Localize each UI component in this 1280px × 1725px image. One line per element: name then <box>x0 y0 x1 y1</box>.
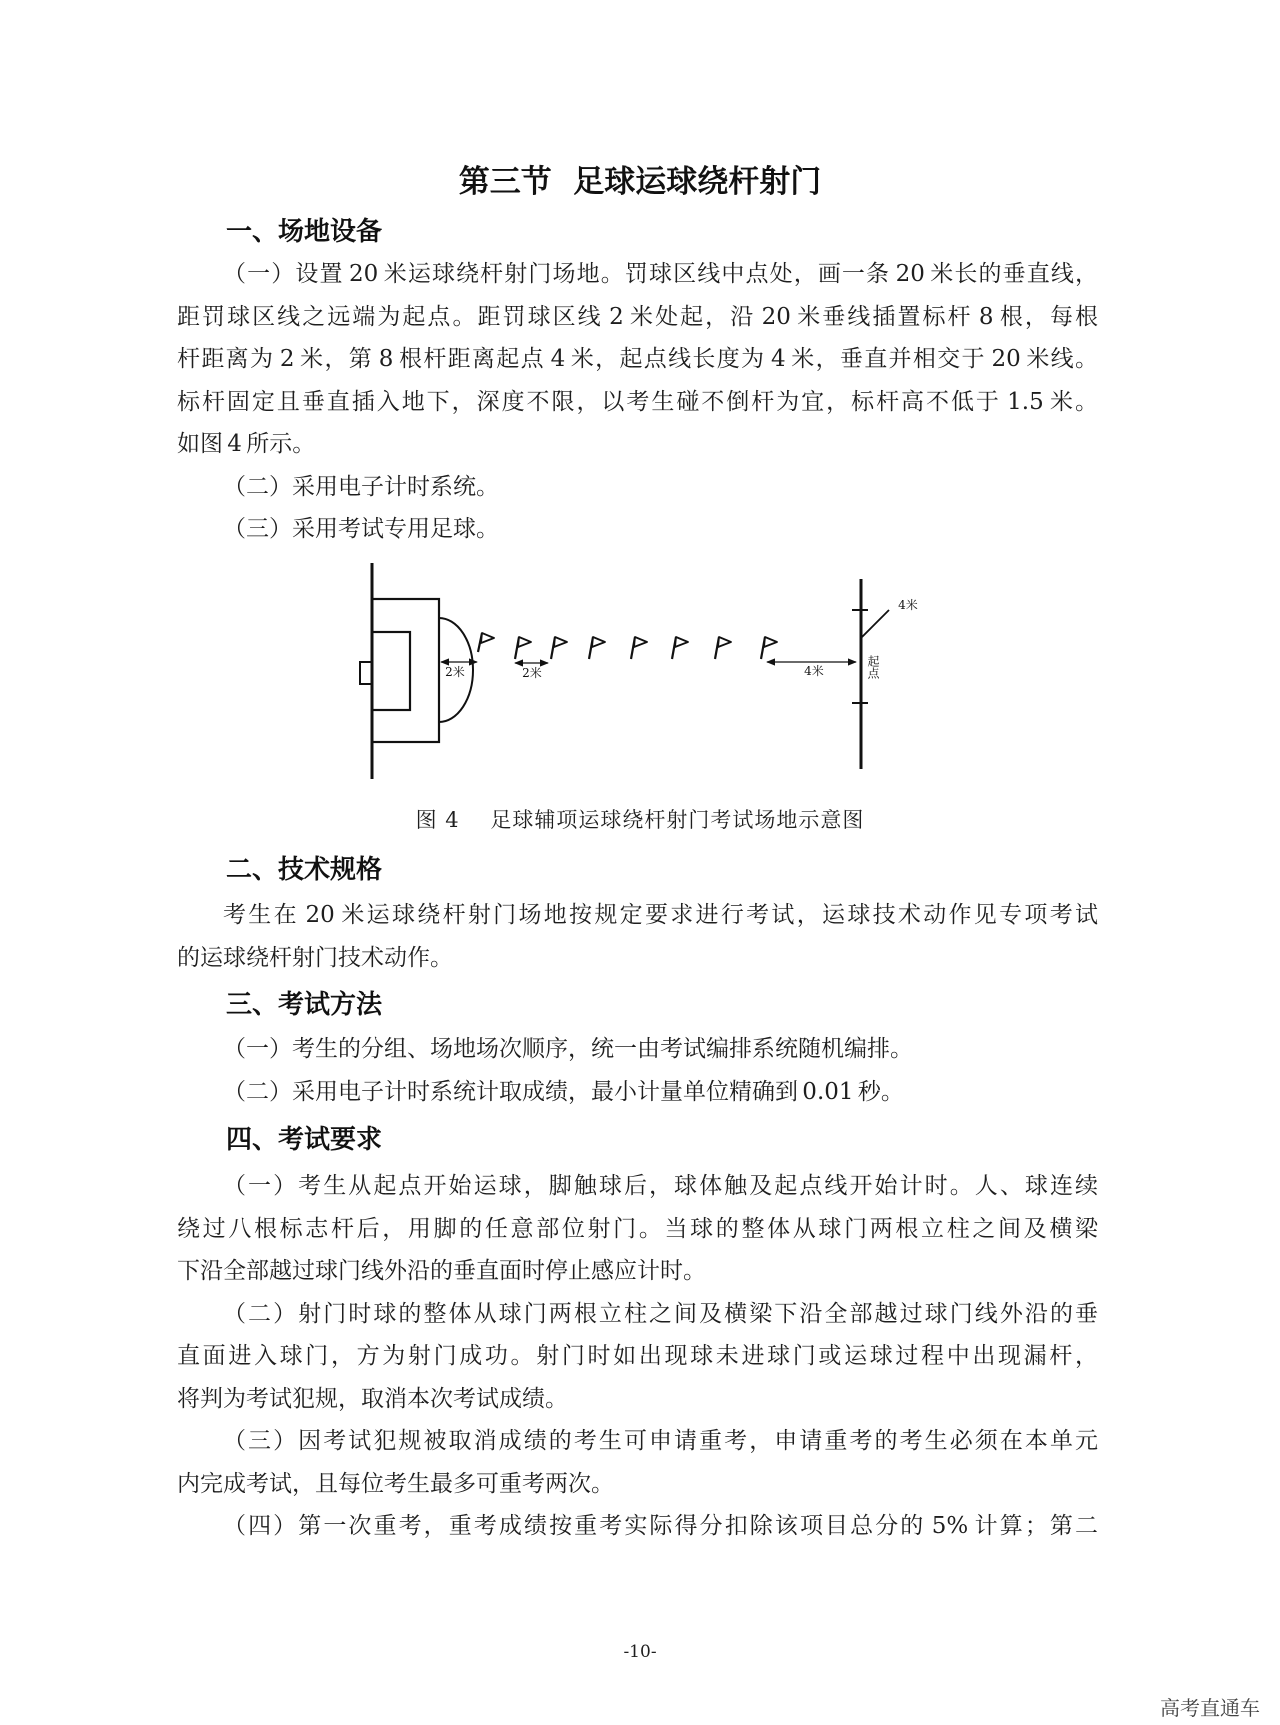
paragraph-line: （一）设置 20 米运球绕杆射门场地。罚球区线中点处，画一条 20 米长的垂直线， <box>223 261 1098 287</box>
marker-pole <box>515 637 531 659</box>
start-point-label: 起点 <box>866 655 880 679</box>
section-body <box>177 894 1098 979</box>
leader-line <box>861 610 889 638</box>
marker-pole <box>551 637 567 659</box>
paragraph-line: 标杆固定且垂直插入地下，深度不限，以考生碰不倒杆为宜，标杆高不低于 1.5 米。 <box>177 388 1098 415</box>
paragraph-line: （一）考生从起点开始运球，脚触球后，球体触及起点线开始计时。人、球连续 <box>223 1173 1098 1199</box>
paragraph-line: 直面进入球门，方为射门成功。射门时如出现球未进球门或运球过程中出现漏杆， <box>177 1343 1098 1369</box>
paragraph-line: 杆距离为 2 米，第 8 根杆距离起点 4 米，起点线长度为 4 米，垂直并相交于 20 米线。 <box>177 346 1098 372</box>
paragraph-line: （三）因考试犯规被取消成绩的考生可申请重考，申请重考的考生必须在本单元 <box>223 1428 1098 1454</box>
distance-label: 4米 <box>804 664 824 678</box>
distance-label: 2米 <box>522 666 542 680</box>
paragraph-line: （二）射门时球的整体从球门两根立柱之间及横梁下沿全部越过球门线外沿的垂 <box>223 1300 1098 1327</box>
paragraph-line: 内完成考试，且每位考生最多可重考两次。 <box>177 1470 614 1497</box>
pole-flag <box>554 637 567 647</box>
marker-pole <box>715 637 731 659</box>
section-heading: 四、考试要求 <box>226 1125 383 1155</box>
paragraph-line: （一）考生的分组、场地场次顺序，统一由考试编排系统随机编排。 <box>223 1036 913 1062</box>
paragraph-line: （二）采用电子计时系统。 <box>223 473 499 500</box>
paragraph-line: （二）采用电子计时系统计取成绩，最小计量单位精确到 0.01 秒。 <box>223 1078 904 1105</box>
page-number: -10- <box>623 1642 657 1662</box>
section-body <box>177 1165 1098 1548</box>
pole-flag <box>675 637 688 647</box>
section-title: 第三节 足球运球绕杆射门 <box>458 164 822 200</box>
pole-flag <box>718 637 731 647</box>
field-diagram <box>350 555 940 785</box>
paragraph-line: 距罚球区线之远端为起点。距罚球区线 2 米处起，沿 20 米垂线插置标杆 8 根，每根 <box>177 303 1098 330</box>
marker-pole <box>589 637 605 659</box>
paragraph-line: （三）采用考试专用足球。 <box>223 516 499 542</box>
start-line-length-label: 4米 <box>898 598 918 612</box>
penalty-area <box>372 599 439 742</box>
marker-pole <box>672 637 688 659</box>
pole-flag <box>634 637 647 647</box>
section-body <box>177 1028 1098 1113</box>
paragraph-line: 考生在 20 米运球绕杆射门场地按规定要求进行考试，运球技术动作见专项考试 <box>223 902 1098 928</box>
pole-flag <box>764 637 777 647</box>
marker-pole <box>631 637 647 659</box>
goal-area <box>372 632 410 710</box>
pole-flag <box>518 637 531 647</box>
marker-pole <box>478 633 494 652</box>
distance-label: 2米 <box>445 665 465 679</box>
goal <box>360 662 372 684</box>
paragraph-line: 的运球绕杆射门技术动作。 <box>177 944 453 971</box>
pole-flag <box>592 637 605 647</box>
figure-caption: 图 4 足球辅项运球绕杆射门考试场地示意图 <box>415 808 865 832</box>
section-body <box>177 253 1098 551</box>
paragraph-line: （四）第一次重考，重考成绩按重考实际得分扣除该项目总分的 5% 计算；第二 <box>223 1513 1098 1539</box>
paragraph-line: 绕过八根标志杆后，用脚的任意部位射门。当球的整体从球门两根立柱之间及横梁 <box>177 1215 1098 1242</box>
paragraph-line: 将判为考试犯规，取消本次考试成绩。 <box>177 1385 568 1412</box>
section-heading: 一、场地设备 <box>226 217 383 247</box>
watermark: 高考直通车 <box>1160 1696 1260 1720</box>
pole-flag <box>481 633 494 643</box>
paragraph-line: 下沿全部越过球门线外沿的垂直面时停止感应计时。 <box>177 1258 706 1284</box>
paragraph-line: 如图 4 所示。 <box>177 431 316 457</box>
section-heading: 三、考试方法 <box>226 990 383 1020</box>
section-heading: 二、技术规格 <box>226 855 383 885</box>
marker-pole <box>761 637 777 659</box>
